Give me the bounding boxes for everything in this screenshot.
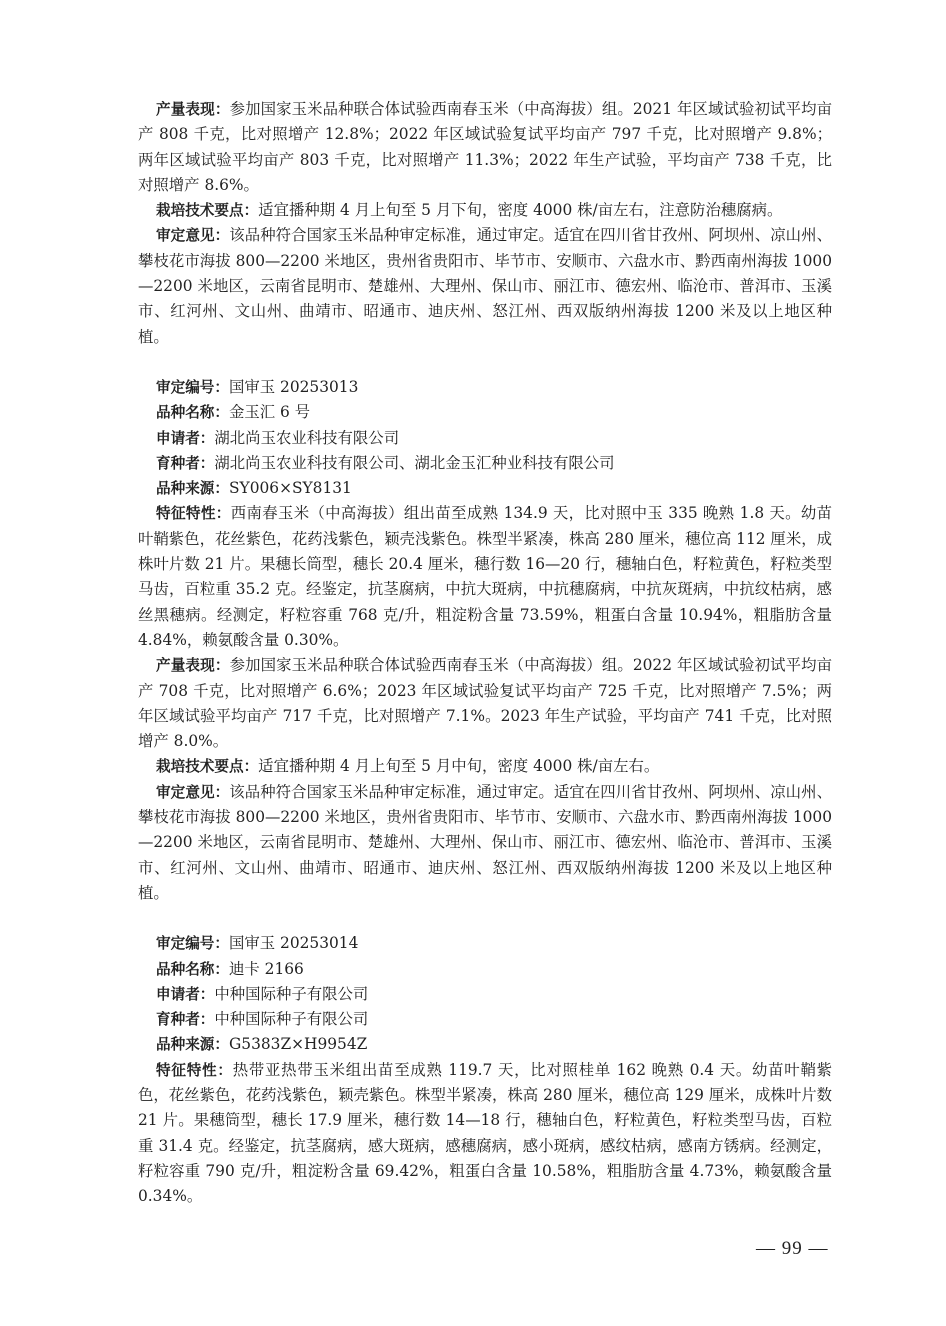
cultivation-paragraph: 栽培技术要点：适宜播种期 4 月上旬至 5 月下旬，密度 4000 株/亩左右，注意防治穗腐病。 (156, 201, 783, 220)
yield-paragraph: 产量表现：参加国家玉米品种联合体试验西南春玉米（中高海拔）组。2021 年区域试验初试平均亩产 808 千克，比对照增产 12.8%；2022 年区域试验复试平均亩产 797 千克，比对照增产 9.8%；两年区域试验平均亩产 803 千克，比对照增产 11.3%；2022 年生产试验，平均亩产 738 千克，比对照增产 8.6%。 (138, 100, 832, 194)
entry-20253013 (138, 375, 832, 906)
cultivation-paragraph: 栽培技术要点：适宜播种期 4 月上旬至 5 月中旬，密度 4000 株/亩左右。 (156, 757, 660, 776)
field-applicant: 申请者：湖北尚玉农业科技有限公司 (156, 428, 400, 447)
field-applicant: 申请者：中种国际种子有限公司 (156, 984, 369, 1003)
field-approval-number: 审定编号：国审玉 20253013 (156, 377, 359, 396)
field-variety-name: 品种名称：迪卡 2166 (156, 959, 304, 978)
field-breeder: 育种者：湖北尚玉农业科技有限公司、湖北金玉汇种业科技有限公司 (156, 453, 615, 472)
entry-20253014 (138, 931, 832, 1209)
field-approval-number: 审定编号：国审玉 20253014 (156, 934, 359, 953)
field-variety-name: 品种名称：金玉汇 6 号 (156, 403, 311, 422)
approval-opinion-paragraph: 审定意见：该品种符合国家玉米品种审定标准，通过审定。适宜在四川省甘孜州、阿坝州、凉山州、攀枝花市海拔 800—2200 米地区，贵州省贵阳市、毕节市、安顺市、六盘水市、黔西南州海拔 1000—2200 米地区，云南省昆明市、楚雄州、大理州、保山市、丽江市、德宏州、临沧市、普洱市、玉溪市、红河州、文山州、曲靖市、昭通市、迪庆州、怒江州、西双版纳州海拔 1200 米及以上地区种植。 (138, 782, 832, 902)
yield-paragraph: 产量表现：参加国家玉米品种联合体试验西南春玉米（中高海拔）组。2022 年区域试验初试平均亩产 708 千克，比对照增产 6.6%；2023 年区域试验复试平均亩产 725 千克，比对照增产 7.5%；两年区域试验平均亩产 717 千克，比对照增产 7.1%。2023 年生产试验，平均亩产 741 千克，比对照增产 8.0%。 (138, 656, 832, 751)
characteristics-paragraph: 特征特性：西南春玉米（中高海拔）组出苗至成熟 134.9 天，比对照中玉 335 晚熟 1.8 天。幼苗叶鞘紫色，花丝紫色，花药浅紫色，颖壳浅紫色。株型半紧凑，株高 280 厘米，穗位高 112 厘米，成株叶片数 21 片。果穗长筒型，穗长 20.4 厘米，穗行数 16—20 行，穗轴白色，籽粒黄色，籽粒类型马齿，百粒重 35.2 克。经鉴定，抗茎腐病，中抗大斑病，中抗穗腐病，中抗灰斑病，中抗纹枯病，感丝黑穗病。经测定，籽粒容重 768 克/升，粗淀粉含量 73.59%，粗蛋白含量 10.94%，粗脂肪含量 4.84%，赖氨酸含量 0.30%。 (138, 504, 832, 649)
field-breeder: 育种者：中种国际种子有限公司 (156, 1010, 369, 1029)
document-body (138, 97, 832, 1209)
characteristics-paragraph: 特征特性：热带亚热带玉米组出苗至成熟 119.7 天，比对照桂单 162 晚熟 0.4 天。幼苗叶鞘紫色，花丝紫色，花药浅紫色，颖壳紫色。株型半紧凑，株高 280 厘米，穗位高 129 厘米，成株叶片数 21 片。果穗筒型，穗长 17.9 厘米，穗行数 14—18 行，穗轴白色，籽粒黄色，籽粒类型马齿，百粒重 31.4 克。经鉴定，抗茎腐病，感大斑病，感穗腐病，感小斑病，感纹枯病，感南方锈病。经测定，籽粒容重 790 克/升，粗淀粉含量 69.42%，粗蛋白含量 10.58%，粗脂肪含量 4.73%，赖氨酸含量 0.34%。 (138, 1060, 832, 1206)
approval-opinion-paragraph: 审定意见：该品种符合国家玉米品种审定标准，通过审定。适宜在四川省甘孜州、阿坝州、凉山州、攀枝花市海拔 800—2200 米地区，贵州省贵阳市、毕节市、安顺市、六盘水市、黔西南州海拔 1000—2200 米地区，云南省昆明市、楚雄州、大理州、保山市、丽江市、德宏州、临沧市、普洱市、玉溪市、红河州、文山州、曲靖市、昭通市、迪庆州、怒江州、西双版纳州海拔 1200 米及以上地区种植。 (138, 226, 832, 346)
entry-continued (138, 97, 832, 350)
field-source: 品种来源：SY006×SY8131 (156, 479, 352, 498)
field-source: 品种来源：G5383Z×H9954Z (156, 1035, 368, 1054)
page-number: — 99 — (756, 1238, 829, 1259)
